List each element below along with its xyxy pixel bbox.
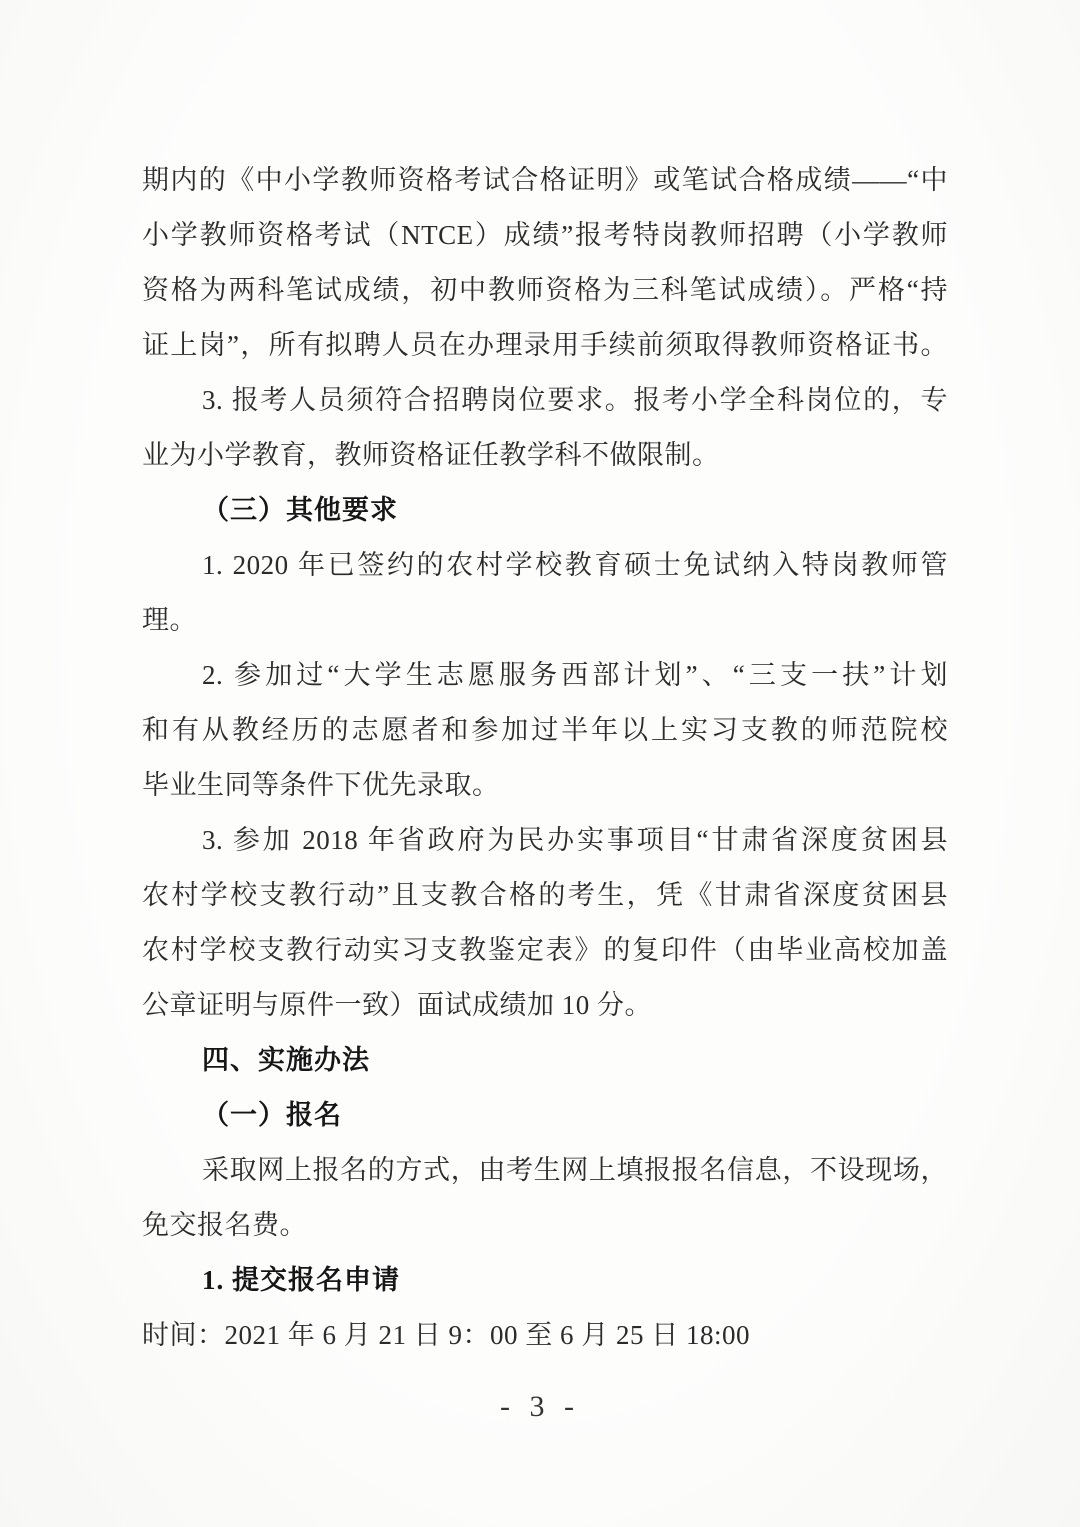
page-number: - 3 - — [500, 1390, 580, 1423]
text-line: 资格为两科笔试成绩，初中教师资格为三科笔试成绩）。严格“持 — [142, 275, 948, 305]
text-line: 业为小学教育，教师资格证任教学科不做限制。 — [142, 440, 720, 470]
text-line: 2. 参加过“大学生志愿服务西部计划”、“三支一扶”计划 — [202, 660, 948, 690]
text-line: 1. 2020 年已签约的农村学校教育硕士免试纳入特岗教师管 — [202, 550, 948, 580]
text-line: 时间：2021 年 6 月 21 日 9：00 至 6 月 25 日 18:00 — [142, 1320, 751, 1350]
text-line: 农村学校支教行动实习支教鉴定表》的复印件（由毕业高校加盖 — [142, 935, 948, 965]
section-heading-registration: （一）报名 — [202, 1100, 342, 1130]
text-line: 毕业生同等条件下优先录取。 — [142, 770, 500, 800]
text-line: 理。 — [142, 605, 197, 635]
text-line: 3. 报考人员须符合招聘岗位要求。报考小学全科岗位的，专 — [202, 385, 948, 415]
text-line: 小学教师资格考试（NTCE）成绩”报考特岗教师招聘（小学教师 — [142, 220, 948, 250]
text-line: 免交报名费。 — [142, 1210, 307, 1240]
text-line: 期内的《中小学教师资格考试合格证明》或笔试合格成绩——“中 — [142, 165, 948, 195]
text-line: 公章证明与原件一致）面试成绩加 10 分。 — [142, 990, 652, 1020]
section-heading-other-requirements: （三）其他要求 — [202, 495, 398, 525]
text-line: 3. 参加 2018 年省政府为民办实事项目“甘肃省深度贫困县 — [202, 825, 948, 855]
document-body — [142, 153, 948, 1363]
text-line: 农村学校支教行动”且支教合格的考生，凭《甘肃省深度贫困县 — [142, 880, 948, 910]
text-line: 证上岗”，所有拟聘人员在办理录用手续前须取得教师资格证书。 — [142, 330, 948, 360]
subsection-heading-submit-application: 1. 提交报名申请 — [202, 1265, 400, 1295]
section-heading-implementation: 四、实施办法 — [202, 1045, 370, 1075]
text-line: 和有从教经历的志愿者和参加过半年以上实习支教的师范院校 — [142, 715, 948, 745]
text-line: 采取网上报名的方式，由考生网上填报报名信息，不设现场， — [202, 1155, 948, 1185]
